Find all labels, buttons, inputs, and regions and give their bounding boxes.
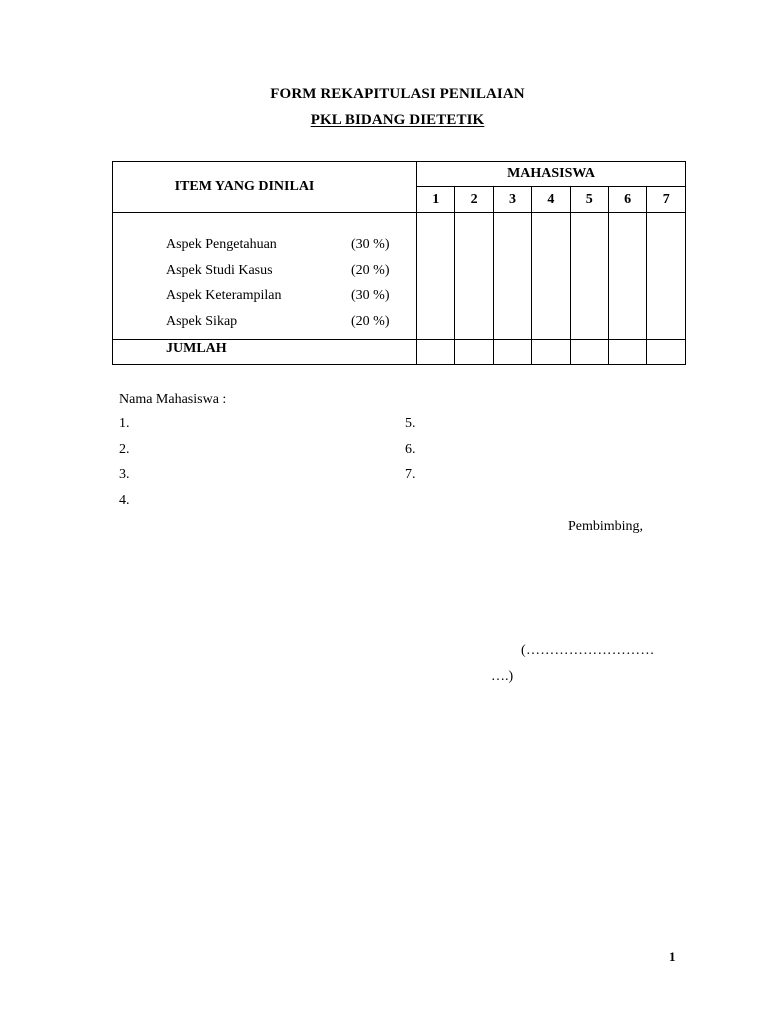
assessment-table bbox=[112, 161, 686, 365]
total-cell[interactable] bbox=[532, 340, 570, 365]
score-cell[interactable] bbox=[532, 213, 570, 340]
aspect-row bbox=[113, 237, 416, 263]
aspect-name: Aspek Studi Kasus bbox=[166, 262, 273, 278]
aspect-weight: (30 %) bbox=[351, 288, 390, 303]
student-column-header: 2 bbox=[455, 187, 493, 213]
aspect-row bbox=[113, 314, 416, 340]
student-column-header: 4 bbox=[532, 187, 570, 213]
aspect-name: Aspek Sikap bbox=[166, 313, 238, 329]
student-name-line: 3. bbox=[119, 467, 130, 482]
total-cell[interactable] bbox=[647, 340, 686, 365]
student-group-header bbox=[417, 162, 686, 187]
score-cell[interactable] bbox=[417, 213, 455, 340]
aspect-name: Aspek Pengetahuan bbox=[166, 237, 277, 252]
total-cell[interactable] bbox=[455, 340, 493, 365]
aspect-weight: (30 %) bbox=[351, 237, 390, 252]
student-name-line: 6. bbox=[405, 442, 416, 457]
student-name-line: 5. bbox=[405, 416, 416, 431]
student-name-line: 4. bbox=[119, 493, 130, 508]
aspect-weight: (20 %) bbox=[351, 313, 390, 329]
student-column-header: 6 bbox=[608, 187, 646, 213]
student-name-line: 1. bbox=[119, 416, 130, 431]
aspect-row bbox=[113, 263, 416, 289]
total-label: JUMLAH bbox=[166, 341, 227, 356]
student-column-header: 1 bbox=[417, 187, 455, 213]
aspect-weight: (20 %) bbox=[351, 262, 390, 278]
score-cell[interactable] bbox=[647, 213, 686, 340]
student-name-line: 2. bbox=[119, 442, 130, 457]
item-header-cell bbox=[113, 162, 417, 213]
item-header-label: ITEM YANG DINILAI bbox=[174, 179, 315, 194]
student-names-label: Nama Mahasiswa : bbox=[119, 392, 227, 407]
student-column-header: 7 bbox=[647, 187, 686, 213]
total-cell[interactable] bbox=[608, 340, 646, 365]
score-cell[interactable] bbox=[455, 213, 493, 340]
score-cell[interactable] bbox=[570, 213, 608, 340]
total-label-cell bbox=[113, 340, 417, 365]
signature-line: (……………………… bbox=[521, 643, 655, 658]
aspect-row bbox=[113, 288, 416, 314]
aspect-list-cell bbox=[113, 213, 417, 340]
form-subtitle: PKL BIDANG DIETETIK bbox=[310, 112, 485, 128]
student-group-label: MAHASISWA bbox=[507, 166, 595, 181]
score-cell[interactable] bbox=[493, 213, 531, 340]
page-number: 1 bbox=[669, 949, 676, 964]
signature-line-end: ….) bbox=[491, 669, 514, 684]
student-name-line: 7. bbox=[405, 467, 416, 482]
supervisor-label: Pembimbing, bbox=[568, 519, 644, 534]
student-column-header: 5 bbox=[570, 187, 608, 213]
student-column-header: 3 bbox=[493, 187, 531, 213]
total-cell[interactable] bbox=[417, 340, 455, 365]
form-title: FORM REKAPITULASI PENILAIAN bbox=[270, 86, 525, 102]
total-cell[interactable] bbox=[570, 340, 608, 365]
total-cell[interactable] bbox=[493, 340, 531, 365]
score-cell[interactable] bbox=[608, 213, 646, 340]
aspect-name: Aspek Keterampilan bbox=[166, 288, 282, 303]
